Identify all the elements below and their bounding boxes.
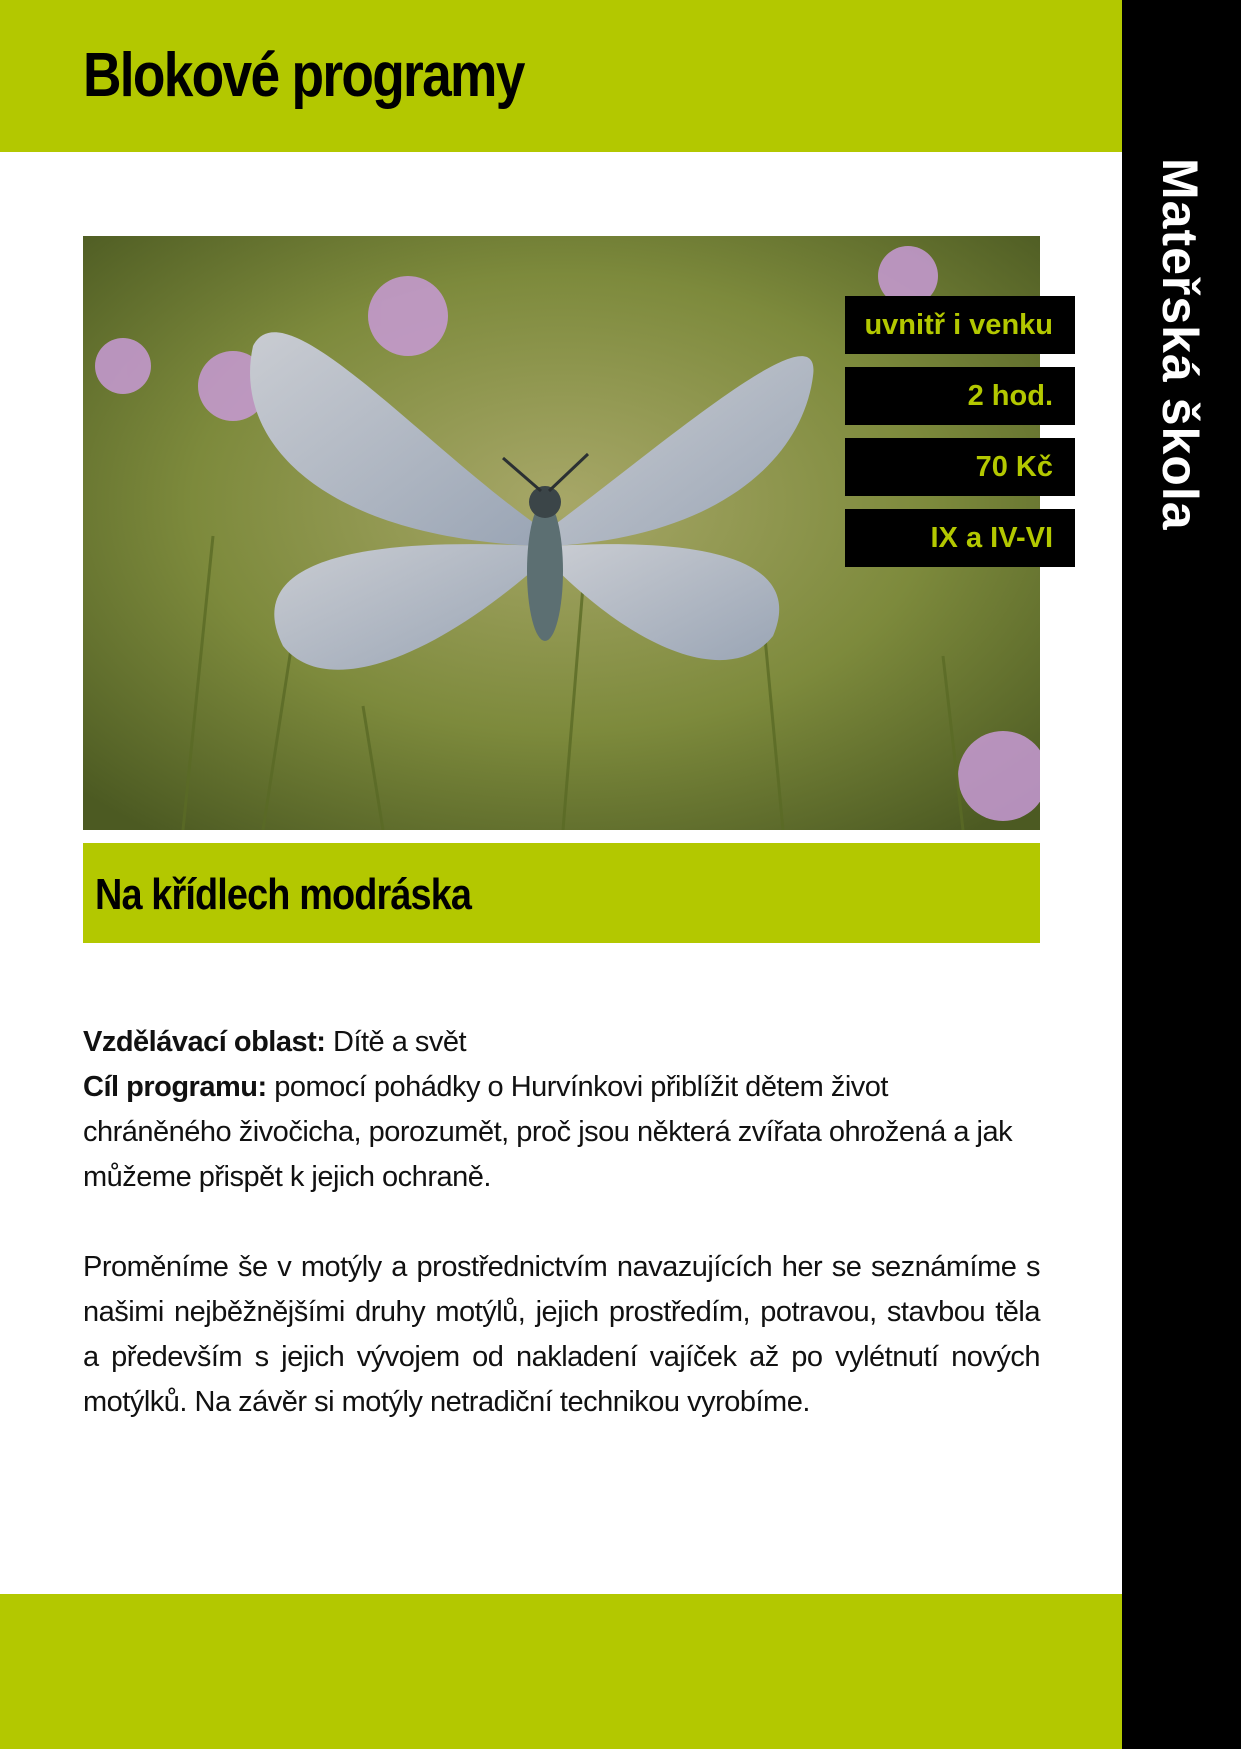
footer-band xyxy=(0,1594,1122,1749)
goal-line xyxy=(83,1065,1040,1200)
tag-location: uvnitř i venku xyxy=(845,296,1075,354)
program-title: Na křídlech modráska xyxy=(95,870,472,919)
description-paragraph: Proměníme še v motýly a prostřednictvím navazujících her se seznámíme s našimi nejběžnějšími druhy motýlů, jejich prostředím, potravou, stavbou těla a především s jejich vývojem od nakladení vajíček až po vylétnutí nových motýlků. Na závěr si motýly netradiční technikou vyrobíme. xyxy=(83,1251,1040,1418)
area-line xyxy=(83,1020,1040,1065)
area-value: Dítě a svět xyxy=(333,1026,467,1058)
goal-value: pomocí pohádky o Hurvínkovi přiblížit dětem život chráněného živočicha, porozumět, proč jsou některá zvířata ohrožená a jak můžeme přispět k jejich ochraně. xyxy=(83,1071,1013,1193)
area-label: Vzdělávací oblast: xyxy=(83,1026,326,1058)
goal-label: Cíl programu: xyxy=(83,1071,267,1103)
side-label: Mateřská škola xyxy=(1152,158,1208,531)
tag-months: IX a IV-VI xyxy=(845,509,1075,567)
tag-price: 70 Kč xyxy=(845,438,1075,496)
page-title: Blokové programy xyxy=(83,41,524,110)
program-description xyxy=(83,1020,1040,1425)
paragraph-spacer xyxy=(83,1200,1040,1245)
tag-duration: 2 hod. xyxy=(845,367,1075,425)
